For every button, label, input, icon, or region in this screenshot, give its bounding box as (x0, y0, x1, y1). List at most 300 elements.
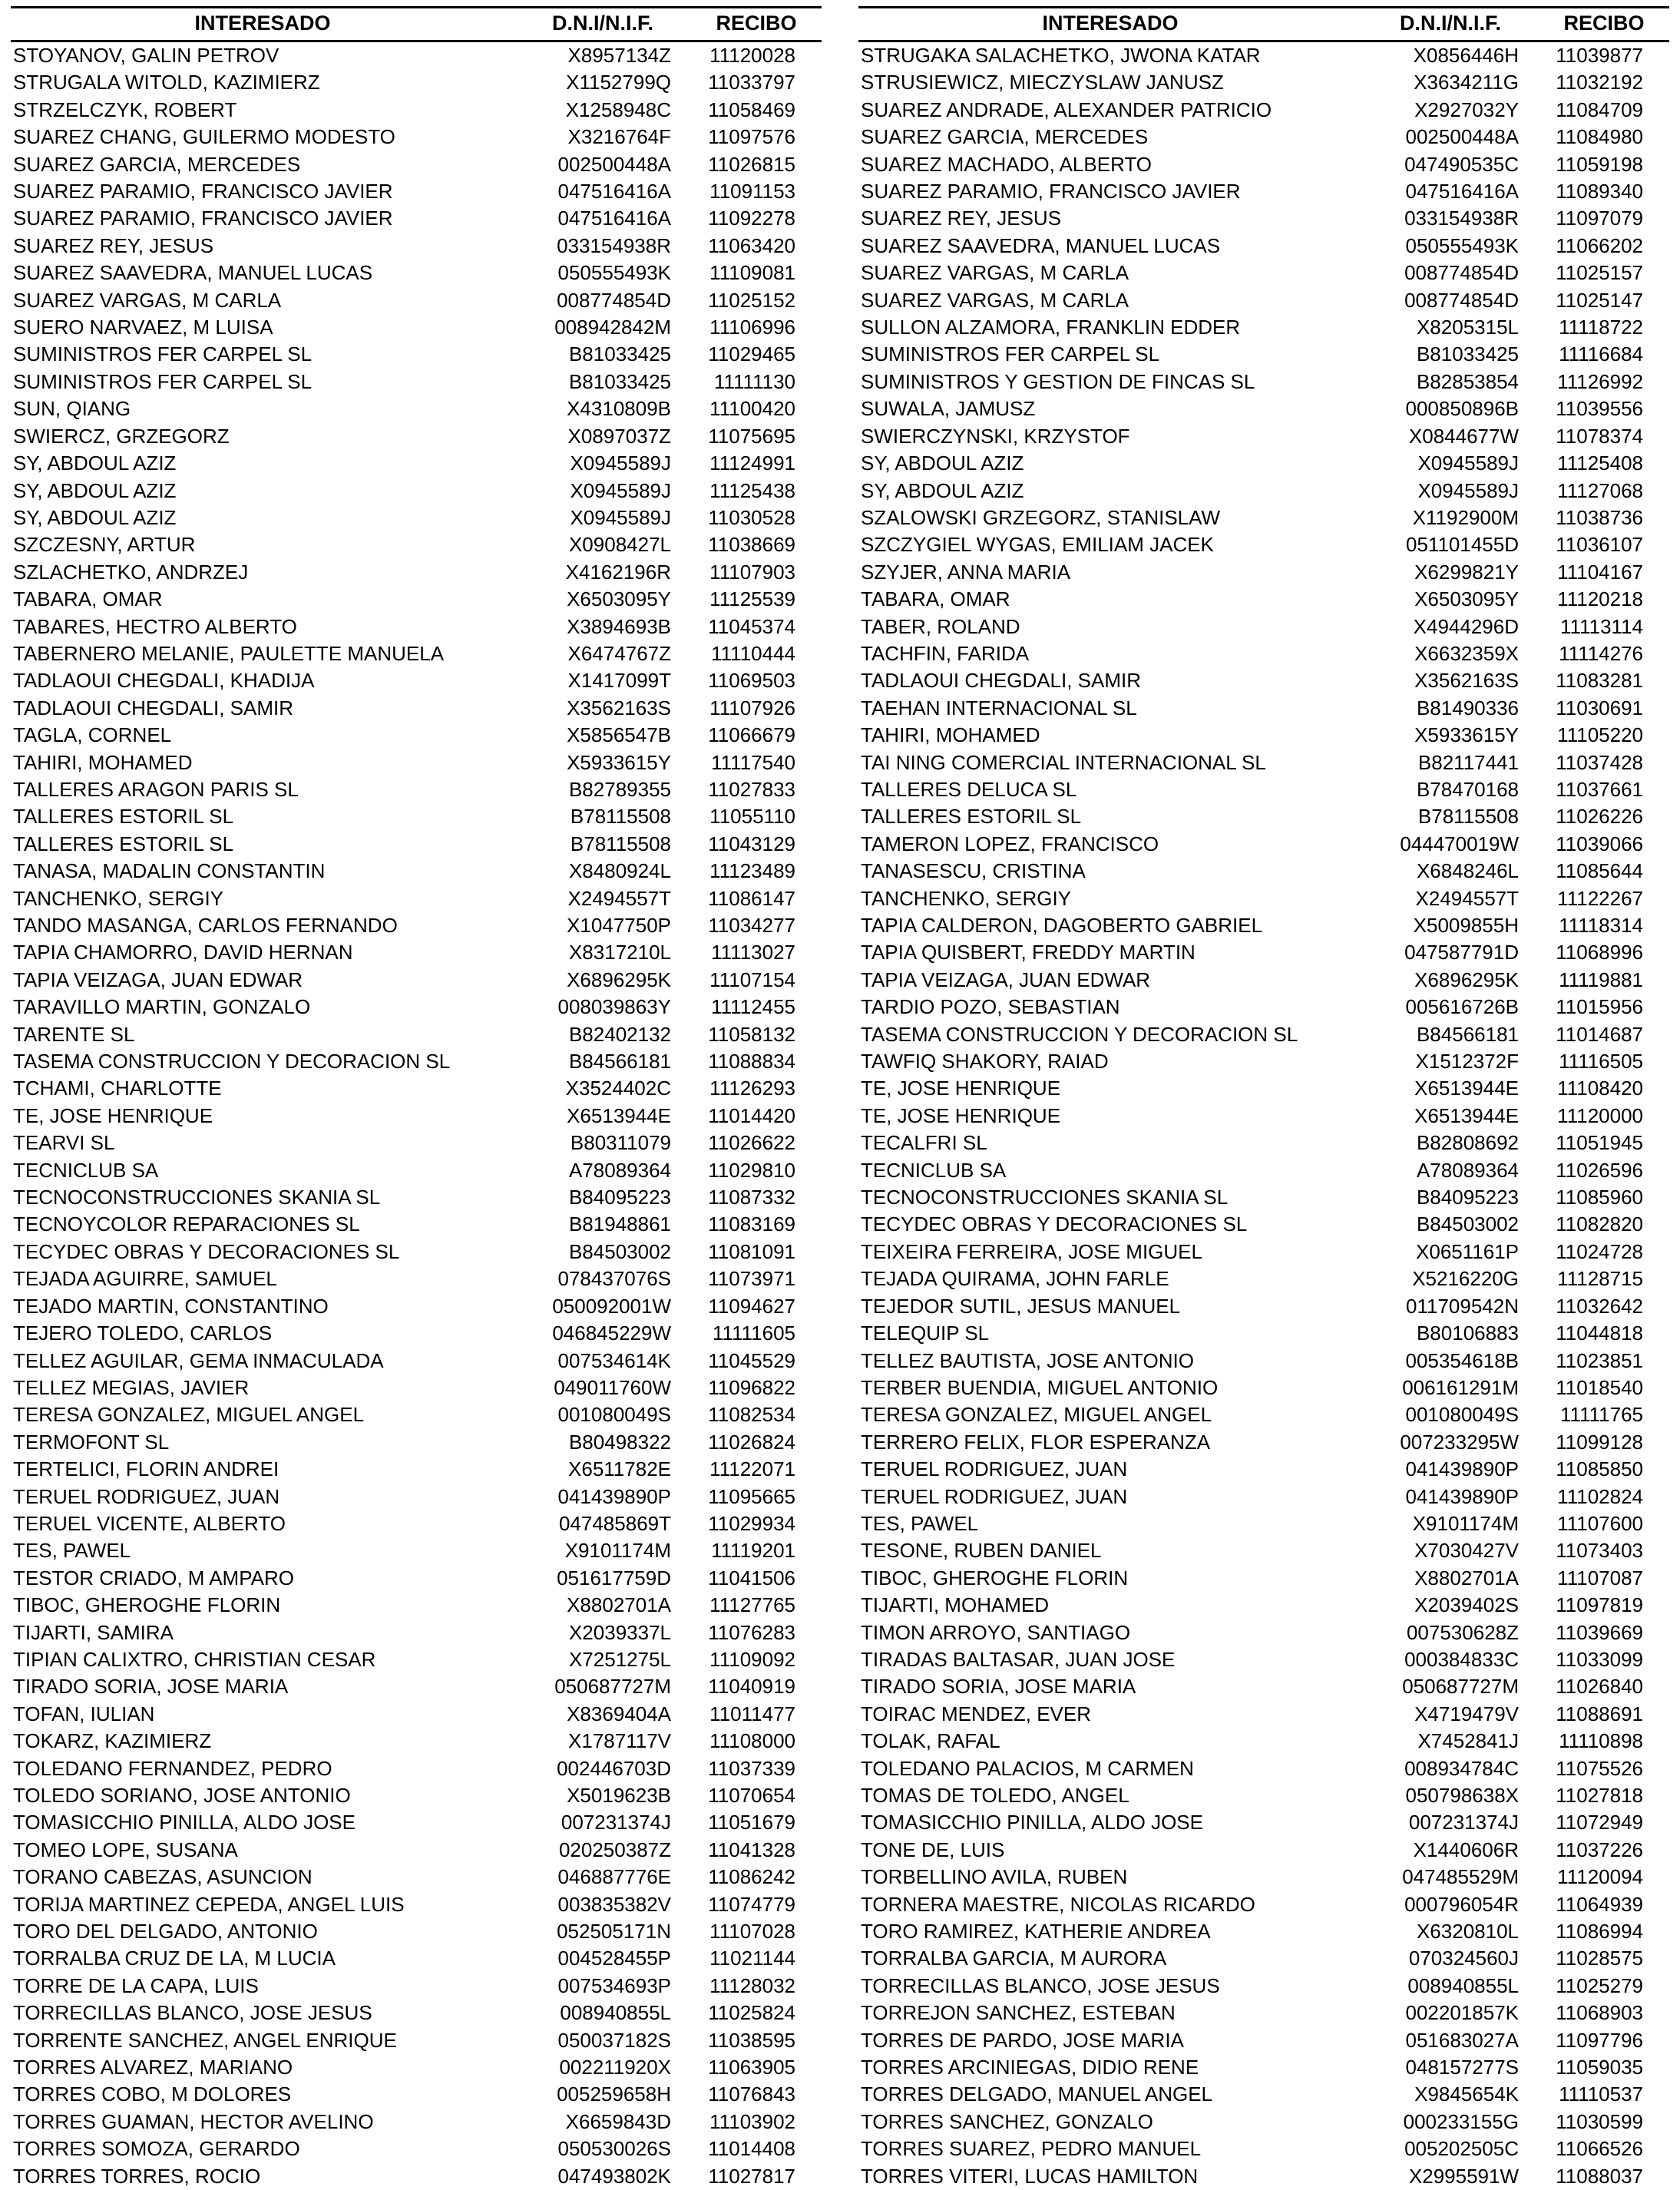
interesado-cell: TASEMA CONSTRUCCION Y DECORACION SL (861, 1022, 1298, 1046)
recibo-cell: 11058469 (708, 98, 795, 121)
recibo-cell: 11109092 (709, 1647, 795, 1671)
table-row (11, 2000, 822, 2026)
interesado-cell: TIRADO SORIA, JOSE MARIA (861, 1675, 1136, 1699)
interesado-cell: TEJEDOR SUTIL, JESUS MANUEL (861, 1294, 1181, 1318)
dni-cell: B82789355 (568, 777, 671, 801)
recibo-cell: 11110537 (1559, 2082, 1643, 2106)
recibo-cell: 11032642 (1556, 1294, 1643, 1318)
recibo-cell: 11097796 (1556, 2028, 1643, 2052)
recibo-cell: 11038669 (708, 533, 795, 557)
table-row (858, 124, 1669, 151)
dni-cell: 007530628Z (1406, 1620, 1519, 1644)
table-row (11, 1484, 822, 1510)
interesado-cell: SUAREZ VARGAS, M CARLA (13, 288, 282, 312)
table-row (11, 2135, 822, 2162)
interesado-cell: TALLERES DELUCA SL (861, 777, 1077, 801)
dni-cell: X0908427L (568, 533, 671, 557)
recibo-cell: 11072949 (1556, 1811, 1643, 1834)
dni-cell: B82853854 (1416, 369, 1519, 393)
dni-cell: X9845654K (1414, 2082, 1519, 2106)
recibo-cell: 11026840 (1556, 1675, 1643, 1699)
dni-cell: 041439890P (557, 1484, 671, 1508)
table-row (858, 369, 1669, 395)
dni-cell: X6474767Z (567, 641, 671, 665)
table-row (858, 260, 1669, 286)
interesado-cell: TORRE DE LA CAPA, LUIS (13, 1973, 259, 1997)
table-row (11, 695, 822, 722)
dni-cell: X5856547B (567, 723, 671, 747)
interesado-cell: TECNOYCOLOR REPARACIONES SL (13, 1212, 360, 1236)
interesado-cell: TORRES ALVAREZ, MARIANO (13, 2056, 293, 2079)
recibo-cell: 11014420 (708, 1103, 795, 1127)
interesado-cell: TAI NING COMERCIAL INTERNACIONAL SL (861, 750, 1266, 774)
dni-cell: X9101174M (564, 1539, 671, 1563)
recibo-cell: 11088691 (1556, 1702, 1643, 1725)
table-row (11, 1456, 822, 1483)
table-header-right (858, 8, 1669, 41)
interesado-cell: SWIERCZ, GRZEGORZ (13, 424, 230, 448)
table-row (858, 1837, 1669, 1864)
dni-cell: X0945589J (570, 505, 671, 529)
table-row (858, 1510, 1669, 1537)
recibo-cell: 11014408 (708, 2137, 795, 2161)
table-row (858, 423, 1669, 450)
recibo-cell: 11105220 (1557, 723, 1643, 747)
table-row (858, 1918, 1669, 1945)
table-row (11, 722, 822, 749)
dni-cell: 007233295W (1400, 1430, 1519, 1454)
recibo-cell: 11015956 (1556, 995, 1643, 1019)
table-row (11, 1265, 822, 1292)
dni-cell: X3562163S (567, 696, 671, 720)
table-row (11, 531, 822, 558)
dni-cell: X4310809B (567, 397, 671, 421)
interesado-cell: TIRADO SORIA, JOSE MARIA (13, 1675, 289, 1699)
dni-cell: X1192900M (1412, 505, 1519, 529)
table-row (11, 1157, 822, 1184)
recibo-cell: 11037661 (1556, 777, 1643, 801)
dni-cell: X3562163S (1414, 669, 1519, 693)
recibo-cell: 11125438 (709, 478, 795, 502)
interesado-cell: TOLEDO SORIANO, JOSE ANTONIO (13, 1784, 351, 1807)
interesado-cell: TALLERES ARAGON PARIS SL (13, 777, 299, 801)
dni-cell: 007231374J (561, 1811, 671, 1834)
table-row (858, 531, 1669, 558)
dni-cell: X0945589J (570, 478, 671, 502)
dni-cell: 008934784C (1404, 1756, 1519, 1780)
dni-cell: X6659843D (565, 2109, 671, 2133)
dni-cell: 000850896B (1405, 397, 1519, 421)
dni-cell: 001080049S (557, 1403, 671, 1427)
interesado-cell: SUMINISTROS FER CARPEL SL (13, 369, 313, 393)
recibo-cell: 11038595 (708, 2028, 795, 2052)
interesado-cell: TAMERON LOPEZ, FRANCISCO (861, 832, 1159, 855)
interesado-cell: TACHFIN, FARIDA (861, 641, 1030, 665)
interesado-cell: SUWALA, JAMUSZ (861, 397, 1036, 421)
table-row (858, 151, 1669, 178)
dni-cell: X8480924L (568, 859, 671, 883)
interesado-cell: TIJARTI, MOHAMED (861, 1593, 1050, 1617)
dni-cell: 078437076S (557, 1267, 671, 1291)
dni-cell: B84095223 (568, 1186, 671, 1209)
dni-cell: 047516416A (557, 180, 671, 203)
interesado-cell: TELLEZ AGUILAR, GEMA INMACULADA (13, 1348, 384, 1372)
interesado-cell: TERUEL RODRIGUEZ, JUAN (861, 1457, 1128, 1481)
dni-cell: X6896295K (1414, 968, 1519, 991)
table-row (11, 803, 822, 830)
recibo-cell: 11058132 (708, 1022, 795, 1046)
dni-cell: B84095223 (1416, 1186, 1519, 1209)
recibo-cell: 11110444 (711, 641, 795, 665)
recibo-cell: 11034277 (708, 914, 795, 937)
table-row (858, 749, 1669, 776)
recibo-cell: 11112455 (711, 995, 795, 1019)
recibo-cell: 11087332 (708, 1186, 795, 1209)
table-row (11, 395, 822, 422)
recibo-cell: 11063420 (708, 233, 795, 257)
table-row (11, 640, 822, 667)
recibo-cell: 11122071 (709, 1457, 795, 1481)
interesado-cell: TELLEZ MEGIAS, JAVIER (13, 1375, 250, 1399)
interesado-cell: SUAREZ REY, JESUS (861, 207, 1062, 230)
recibo-cell: 11124991 (709, 452, 795, 475)
dni-cell: B80106883 (1416, 1322, 1519, 1345)
interesado-cell: TIMON ARROYO, SANTIAGO (861, 1620, 1131, 1644)
recibo-cell: 11107154 (709, 968, 795, 991)
recibo-cell: 11122267 (1557, 886, 1643, 910)
recibo-cell: 11039877 (1556, 44, 1643, 67)
recibo-cell: 11104167 (1557, 560, 1643, 584)
recibo-cell: 11126293 (709, 1077, 795, 1100)
dni-cell: 007231374J (1408, 1811, 1519, 1834)
table-row (858, 967, 1669, 994)
recibo-cell: 11032192 (1556, 71, 1643, 94)
table-row (858, 559, 1669, 586)
recibo-cell: 11027817 (708, 2164, 795, 2188)
col-header-recibo: RECIBO (1539, 8, 1669, 41)
recibo-cell: 11011477 (709, 1702, 795, 1725)
recibo-cell: 11113027 (711, 941, 795, 964)
dni-cell: B82808692 (1416, 1131, 1519, 1155)
table-row (858, 178, 1669, 205)
recibo-cell: 11086242 (708, 1865, 795, 1889)
dni-cell: X4719479V (1414, 1702, 1519, 1725)
interesado-cell: TORRES DELGADO, MANUEL ANGEL (861, 2082, 1213, 2106)
dni-cell: 041439890P (1405, 1484, 1519, 1508)
dni-cell: B84503002 (1416, 1212, 1519, 1236)
table-row (11, 831, 822, 858)
recibo-cell: 11038736 (1556, 505, 1643, 529)
interesado-cell: TECNOCONSTRUCCIONES SKANIA SL (13, 1186, 381, 1209)
header-row (11, 8, 822, 41)
recibo-cell: 11030599 (1556, 2109, 1643, 2133)
dni-cell: B84566181 (1416, 1022, 1519, 1046)
table-row (11, 1130, 822, 1156)
interesado-cell: TEJADA QUIRAMA, JOHN FARLE (861, 1267, 1169, 1291)
recibo-cell: 11089340 (1556, 180, 1643, 203)
table-row (11, 1021, 822, 1048)
recibo-cell: 11076843 (708, 2082, 795, 2106)
interesado-cell: TERRERO FELIX, FLOR ESPERANZA (861, 1430, 1211, 1454)
interesado-cell: TERBER BUENDIA, MIGUEL ANTONIO (861, 1375, 1219, 1399)
dni-cell: 007534614K (557, 1348, 671, 1372)
recibo-cell: 11073971 (708, 1267, 795, 1291)
recibo-cell: 11024728 (1556, 1239, 1643, 1263)
interesado-cell: TERTELICI, FLORIN ANDREI (13, 1457, 279, 1481)
table-row (858, 858, 1669, 885)
dni-cell: 070324560J (1408, 1947, 1519, 1970)
dni-cell: X0945589J (1417, 452, 1519, 475)
table-row (858, 341, 1669, 368)
dni-cell: X6896295K (567, 968, 671, 991)
table-row (858, 41, 1669, 70)
table-row (11, 1891, 822, 1918)
dni-cell: 050687727M (554, 1675, 671, 1699)
recibo-cell: 11102824 (1557, 1484, 1643, 1508)
recibo-cell: 11025279 (1556, 1973, 1643, 1997)
dni-cell: 003835382V (557, 1892, 671, 1916)
table-row (11, 885, 822, 912)
recibo-cell: 11108000 (709, 1729, 795, 1753)
recibo-cell: 11084980 (1556, 125, 1643, 149)
dni-cell: 047493802K (557, 2164, 671, 2188)
interesado-cell: TANCHENKO, SERGIY (13, 886, 224, 910)
table-row (11, 1837, 822, 1864)
interesado-cell: TORRES ARCINIEGAS, DIDIO RENE (861, 2056, 1199, 2079)
interesado-cell: TE, JOSE HENRIQUE (13, 1103, 213, 1127)
table-row (858, 1891, 1669, 1918)
interesado-cell: SUAREZ PARAMIO, FRANCISCO JAVIER (13, 207, 393, 230)
dni-cell: B82117441 (1417, 750, 1519, 774)
table-row (11, 776, 822, 803)
dni-cell: X1417099T (567, 669, 671, 693)
interesado-cell: SWIERCZYNSKI, KRZYSTOF (861, 424, 1130, 448)
interesado-cell: TERUEL RODRIGUEZ, JUAN (13, 1484, 280, 1508)
recibo-cell: 11088834 (708, 1050, 795, 1073)
table-row (858, 1592, 1669, 1619)
recibo-cell: 11110898 (1559, 1729, 1643, 1753)
interesado-cell: SUAREZ GARCIA, MERCEDES (861, 125, 1149, 149)
table-row (11, 967, 822, 994)
dni-cell: 001080049S (1405, 1403, 1519, 1427)
table-row (11, 1592, 822, 1619)
dni-cell: 050555493K (557, 261, 671, 285)
table-row (11, 1075, 822, 1102)
dni-cell: 000796054R (1404, 1892, 1519, 1916)
table-row (11, 2054, 822, 2081)
recibo-cell: 11039066 (1556, 832, 1643, 855)
table-row (858, 2027, 1669, 2054)
table-row (858, 1537, 1669, 1564)
table-row (858, 885, 1669, 912)
recibo-cell: 11076283 (708, 1620, 795, 1644)
dni-cell: 008774854D (557, 288, 671, 312)
recibo-cell: 11107926 (709, 696, 795, 720)
interesado-cell: TANASA, MADALIN CONSTANTIN (13, 859, 326, 883)
table-row (858, 450, 1669, 477)
dni-cell: 005616726B (1405, 995, 1519, 1019)
dni-cell: 011709542N (1406, 1294, 1519, 1318)
dni-cell: X0844677W (1408, 424, 1519, 448)
recibo-cell: 11041328 (708, 1838, 795, 1861)
interesado-cell: SY, ABDOUL AZIZ (13, 505, 177, 529)
interesado-cell: TADLAOUI CHEGDALI, KHADIJA (13, 669, 315, 693)
table-row (858, 1755, 1669, 1782)
recibo-cell: 11068996 (1556, 941, 1643, 964)
recibo-cell: 11085960 (1556, 1186, 1643, 1209)
table-row (858, 2109, 1669, 2135)
dni-cell: X6320810L (1416, 1920, 1519, 1944)
recibo-cell: 11081091 (708, 1239, 795, 1263)
recibo-cell: 11039669 (1556, 1620, 1643, 1644)
table-row (11, 287, 822, 314)
recibo-cell: 11125408 (1557, 452, 1643, 475)
interesado-cell: STRUGALA WITOLD, KAZIMIERZ (13, 71, 320, 94)
interesado-cell: SUAREZ PARAMIO, FRANCISCO JAVIER (861, 180, 1241, 203)
dni-cell: X7452841J (1417, 1729, 1519, 1753)
dni-cell: X4162196R (565, 560, 671, 584)
recibo-cell: 11111130 (713, 369, 795, 393)
interesado-cell: TORRES SANCHEZ, GONZALO (861, 2109, 1153, 2133)
dni-cell: 007534693P (557, 1973, 671, 1997)
table-row (858, 314, 1669, 341)
recibo-cell: 11082534 (708, 1403, 795, 1427)
table-row (11, 450, 822, 477)
table-row (11, 341, 822, 368)
dni-cell: 046887776E (557, 1865, 671, 1889)
table-row (858, 233, 1669, 260)
recibo-cell: 11027833 (708, 777, 795, 801)
table-row (858, 1211, 1669, 1238)
interesado-cell: TECNICLUB SA (861, 1158, 1007, 1182)
dni-cell: 050555493K (1405, 233, 1519, 257)
interesado-cell: TELEQUIP SL (861, 1322, 990, 1345)
recibo-cell: 11064939 (1556, 1892, 1643, 1916)
dni-cell: X6299821Y (1414, 560, 1519, 584)
interesado-cell: SUAREZ VARGAS, M CARLA (861, 261, 1129, 285)
table-row (858, 1864, 1669, 1891)
table-row (858, 1565, 1669, 1592)
interesado-cell: TEIXEIRA FERREIRA, JOSE MIGUEL (861, 1239, 1202, 1263)
recibo-cell: 11107087 (1557, 1566, 1643, 1590)
interesado-cell: TANASESCU, CRISTINA (861, 859, 1086, 883)
table-row (11, 2109, 822, 2135)
table-row (858, 1973, 1669, 2000)
table-row (858, 205, 1669, 232)
dni-cell: 002500448A (1405, 125, 1519, 149)
dni-cell: 000384833C (1404, 1647, 1519, 1671)
table-row (11, 994, 822, 1021)
table-row (858, 1945, 1669, 1972)
col-header-interesado: INTERESADO (11, 8, 514, 41)
table-row (858, 586, 1669, 613)
interesado-cell: TIRADAS BALTASAR, JUAN JOSE (861, 1647, 1176, 1671)
recibo-cell: 11030691 (1556, 696, 1643, 720)
interesado-cell: TORRES DE PARDO, JOSE MARIA (861, 2028, 1184, 2052)
interesado-cell: SUAREZ CHANG, GUILERMO MODESTO (13, 125, 395, 149)
recibo-cell: 11078374 (1556, 424, 1643, 448)
dni-cell: 048157277S (1405, 2056, 1519, 2079)
interesado-cell: TESONE, RUBEN DANIEL (861, 1539, 1102, 1563)
table-row (11, 178, 822, 205)
table-row (858, 97, 1669, 124)
recibo-cell: 11127068 (1557, 478, 1643, 502)
table-row (11, 667, 822, 694)
interesado-cell: TAPIA CHAMORRO, DAVID HERNAN (13, 941, 353, 964)
recibo-cell: 11040919 (708, 1675, 795, 1699)
interesado-cell: TORRES SOMOZA, GERARDO (13, 2137, 300, 2161)
interesado-cell: TANDO MASANGA, CARLOS FERNANDO (13, 914, 398, 937)
table-row (858, 2000, 1669, 2026)
recibo-cell: 11084709 (1556, 98, 1643, 121)
recibo-cell: 11041506 (708, 1566, 795, 1590)
dni-cell: 050530026S (557, 2137, 671, 2161)
interesado-cell: TORANO CABEZAS, ASUNCION (13, 1865, 313, 1889)
recibo-cell: 11086994 (1556, 1920, 1643, 1944)
dni-cell: X6848246L (1416, 859, 1519, 883)
dni-cell: X1512372F (1415, 1050, 1519, 1073)
recibo-cell: 11068903 (1556, 2001, 1643, 2025)
recibo-cell: 11026226 (1556, 805, 1643, 829)
dni-cell: B78115508 (570, 805, 671, 829)
interesado-cell: TECNOCONSTRUCCIONES SKANIA SL (861, 1186, 1229, 1209)
dni-cell: 047490535C (1404, 152, 1519, 176)
table-row (11, 1048, 822, 1075)
table-row (858, 1293, 1669, 1320)
interesado-cell: TAEHAN INTERNACIONAL SL (861, 696, 1137, 720)
table-row (858, 1184, 1669, 1211)
recibo-cell: 11045374 (708, 614, 795, 638)
interesado-cell: TOIRAC MENDEZ, EVER (861, 1702, 1092, 1725)
dni-cell: 050798638X (1405, 1784, 1519, 1807)
recibo-cell: 11039556 (1556, 397, 1643, 421)
recibo-cell: 11099128 (1556, 1430, 1643, 1454)
recibo-cell: 11085644 (1556, 859, 1643, 883)
dni-cell: 047587791D (1404, 941, 1519, 964)
table-row (11, 2027, 822, 2054)
recibo-cell: 11120000 (1557, 1103, 1643, 1127)
table-row (11, 559, 822, 586)
dni-cell: X6513944E (1414, 1103, 1519, 1127)
interesado-cell: SZCZESNY, ARTUR (13, 533, 196, 557)
table-row (858, 1021, 1669, 1048)
dni-cell: B84566181 (568, 1050, 671, 1073)
interesado-cell: TONE DE, LUIS (861, 1838, 1005, 1861)
table-row (11, 205, 822, 232)
dni-cell: 044470019W (1400, 832, 1519, 855)
table-row (11, 1348, 822, 1375)
interesado-cell: TORRES SUAREZ, PEDRO MANUEL (861, 2137, 1202, 2161)
recibo-cell: 11086147 (708, 886, 795, 910)
recibo-cell: 11043129 (708, 832, 795, 855)
recibo-cell: 11120094 (1557, 1865, 1643, 1889)
recibo-cell: 11069503 (708, 669, 795, 693)
interesado-cell: SY, ABDOUL AZIZ (861, 478, 1024, 502)
table-row (858, 1375, 1669, 1401)
dni-cell: 008039863Y (557, 995, 671, 1019)
interesado-cell: TES, PAWEL (13, 1539, 131, 1563)
table-row (11, 1755, 822, 1782)
listing-table-right (858, 6, 1669, 2190)
interesado-cell: TADLAOUI CHEGDALI, SAMIR (13, 696, 294, 720)
dni-cell: X0651161P (1416, 1239, 1519, 1263)
table-row (11, 586, 822, 613)
recibo-cell: 11021144 (709, 1947, 795, 1970)
table-row (11, 1239, 822, 1265)
interesado-cell: TABARES, HECTRO ALBERTO (13, 614, 297, 638)
interesado-cell: SUERO NARVAEZ, M LUISA (13, 316, 273, 339)
recibo-cell: 11097576 (708, 125, 795, 149)
